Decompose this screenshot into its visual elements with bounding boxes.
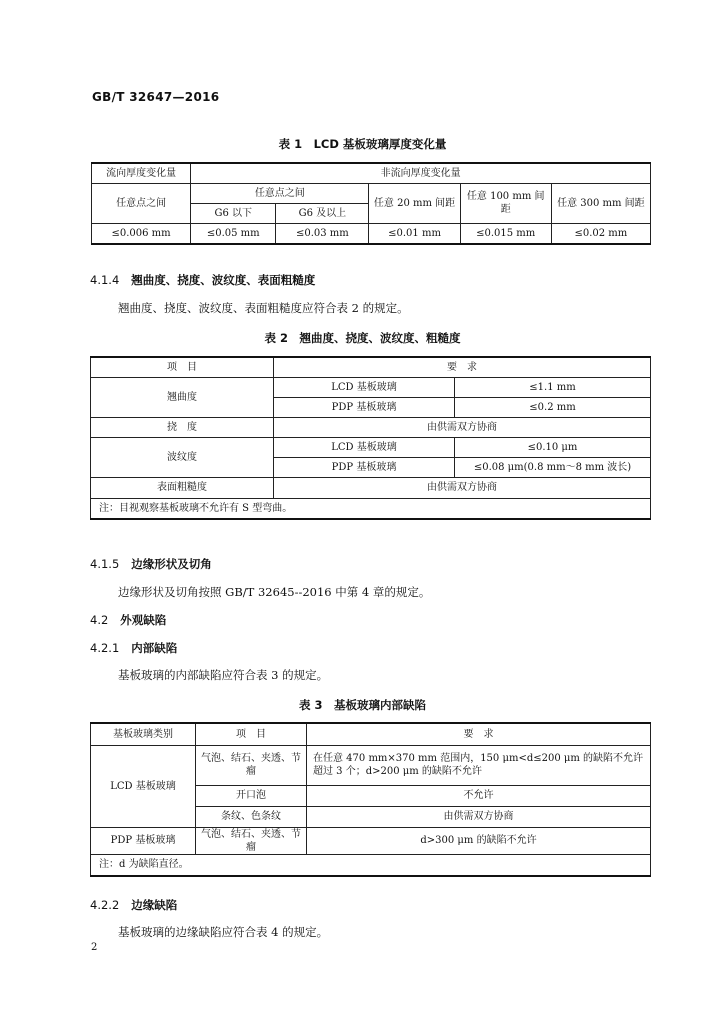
- section-number: 4.1.5: [90, 557, 120, 571]
- section-4-2-2-heading: [90, 897, 177, 913]
- table2-caption: 表 2 翘曲度、挠度、波纹度、粗糙度: [264, 331, 461, 345]
- t2-deflection-req: 由供需双方协商: [274, 417, 651, 437]
- section-4-2-1-para: 基板玻璃的内部缺陷应符合表 3 的规定。: [118, 668, 329, 682]
- t3-bubbles-req-line1: 在任意 470 mm×370 mm 范围内，150 μm<d≤200 μm 的缺陷不允许: [313, 753, 644, 764]
- t1-g6-above: G6 及以上: [276, 203, 369, 223]
- section-4-1-5-para: 边缘形状及切角按照 GB/T 32645--2016 中第 4 章的规定。: [118, 585, 431, 599]
- t2-lcd: LCD 基板玻璃: [274, 437, 455, 457]
- t1-anypoint-header: 任意点之间: [191, 183, 369, 203]
- t2-note: 注：目视观察基板玻璃不允许有 S 型弯曲。: [91, 498, 651, 519]
- section-number: 4.2: [90, 613, 109, 627]
- t3-lcd: LCD 基板玻璃: [91, 745, 196, 827]
- section-number: 4.2.2: [90, 898, 120, 912]
- t3-stripes-req: 由供需双方协商: [307, 806, 651, 827]
- t1-g6-below: G6 以下: [191, 203, 276, 223]
- t3-pdp: PDP 基板玻璃: [91, 827, 196, 854]
- table3-caption: 表 3 基板玻璃内部缺陷: [298, 698, 426, 712]
- t1-row-label: 任意点之间: [92, 183, 191, 223]
- section-4-1-4-heading: [90, 272, 315, 288]
- section-title: 边缘形状及切角: [131, 557, 212, 571]
- standard-number-header: GB/T 32647—2016: [92, 90, 220, 104]
- section-title: 内部缺陷: [131, 641, 178, 655]
- t2-waviness: 波纹度: [91, 437, 274, 477]
- t2-pdp: PDP 基板玻璃: [274, 397, 455, 417]
- section-4-2-1-heading: [90, 640, 177, 656]
- t2-roughness: 表面粗糙度: [91, 477, 274, 498]
- section-4-2-heading: [90, 612, 166, 628]
- t3-stripes: 条纹、色条纹: [196, 806, 307, 827]
- t3-note: 注：d 为缺陷直径。: [91, 854, 651, 876]
- t1-value: ≤0.006 mm: [92, 223, 191, 244]
- t2-roughness-req: 由供需双方协商: [274, 477, 651, 498]
- section-title: 外观缺陷: [120, 613, 167, 627]
- section-title: 翘曲度、挠度、波纹度、表面粗糙度: [131, 273, 316, 287]
- t2-wave-pdp-value: ≤0.08 μm(0.8 mm～8 mm 波长): [455, 457, 651, 477]
- table2: [90, 356, 651, 520]
- t2-item-header: 项 目: [91, 357, 274, 377]
- t1-col1-header: 流向厚度变化量: [92, 163, 191, 183]
- table1-caption: 表 1 LCD 基板玻璃厚度变化量: [278, 137, 447, 151]
- t3-type-header: 基板玻璃类别: [91, 723, 196, 745]
- t3-item-header: 项 目: [196, 723, 307, 745]
- t2-pdp: PDP 基板玻璃: [274, 457, 455, 477]
- section-4-1-5-heading: [90, 556, 212, 572]
- t3-open-bubble: 开口泡: [196, 785, 307, 806]
- t2-deflection: 挠 度: [91, 417, 274, 437]
- table3: [90, 722, 651, 877]
- section-number: 4.2.1: [90, 641, 120, 655]
- t1-dist300: 任意 300 mm 间距: [551, 183, 650, 223]
- t1-value: ≤0.01 mm: [369, 223, 460, 244]
- t2-warp: 翘曲度: [91, 377, 274, 417]
- t1-value: ≤0.02 mm: [551, 223, 650, 244]
- t1-noncol-header: 非流向厚度变化量: [191, 163, 651, 183]
- page-number: 2: [91, 942, 98, 953]
- t2-lcd: LCD 基板玻璃: [274, 377, 455, 397]
- t1-value: ≤0.015 mm: [460, 223, 551, 244]
- t1-dist20: 任意 20 mm 间距: [369, 183, 460, 223]
- t3-bubbles-req: [307, 745, 651, 785]
- t1-dist100: 任意 100 mm 间距: [460, 183, 551, 223]
- t3-req-header: 要 求: [307, 723, 651, 745]
- t3-bubbles: 气泡、结石、夹透、节瘤: [196, 745, 307, 785]
- section-number: 4.1.4: [90, 273, 120, 287]
- t2-req-header: 要 求: [274, 357, 651, 377]
- t1-value: ≤0.05 mm: [191, 223, 276, 244]
- t3-bubbles-req-line2: 超过 3 个；d>200 μm 的缺陷不允许: [313, 766, 482, 777]
- t2-warp-lcd-value: ≤1.1 mm: [455, 377, 651, 397]
- section-4-2-2-para: 基板玻璃的边缘缺陷应符合表 4 的规定。: [118, 925, 329, 939]
- t3-pdp-bubbles: 气泡、结石、夹透、节瘤: [196, 827, 307, 854]
- t3-open-bubble-req: 不允许: [307, 785, 651, 806]
- t3-pdp-req: d>300 μm 的缺陷不允许: [307, 827, 651, 854]
- t2-warp-pdp-value: ≤0.2 mm: [455, 397, 651, 417]
- t1-value: ≤0.03 mm: [276, 223, 369, 244]
- section-4-1-4-para: 翘曲度、挠度、波纹度、表面粗糙度应符合表 2 的规定。: [118, 301, 409, 315]
- table1: [91, 162, 651, 245]
- section-title: 边缘缺陷: [131, 898, 178, 912]
- t2-wave-lcd-value: ≤0.10 μm: [455, 437, 651, 457]
